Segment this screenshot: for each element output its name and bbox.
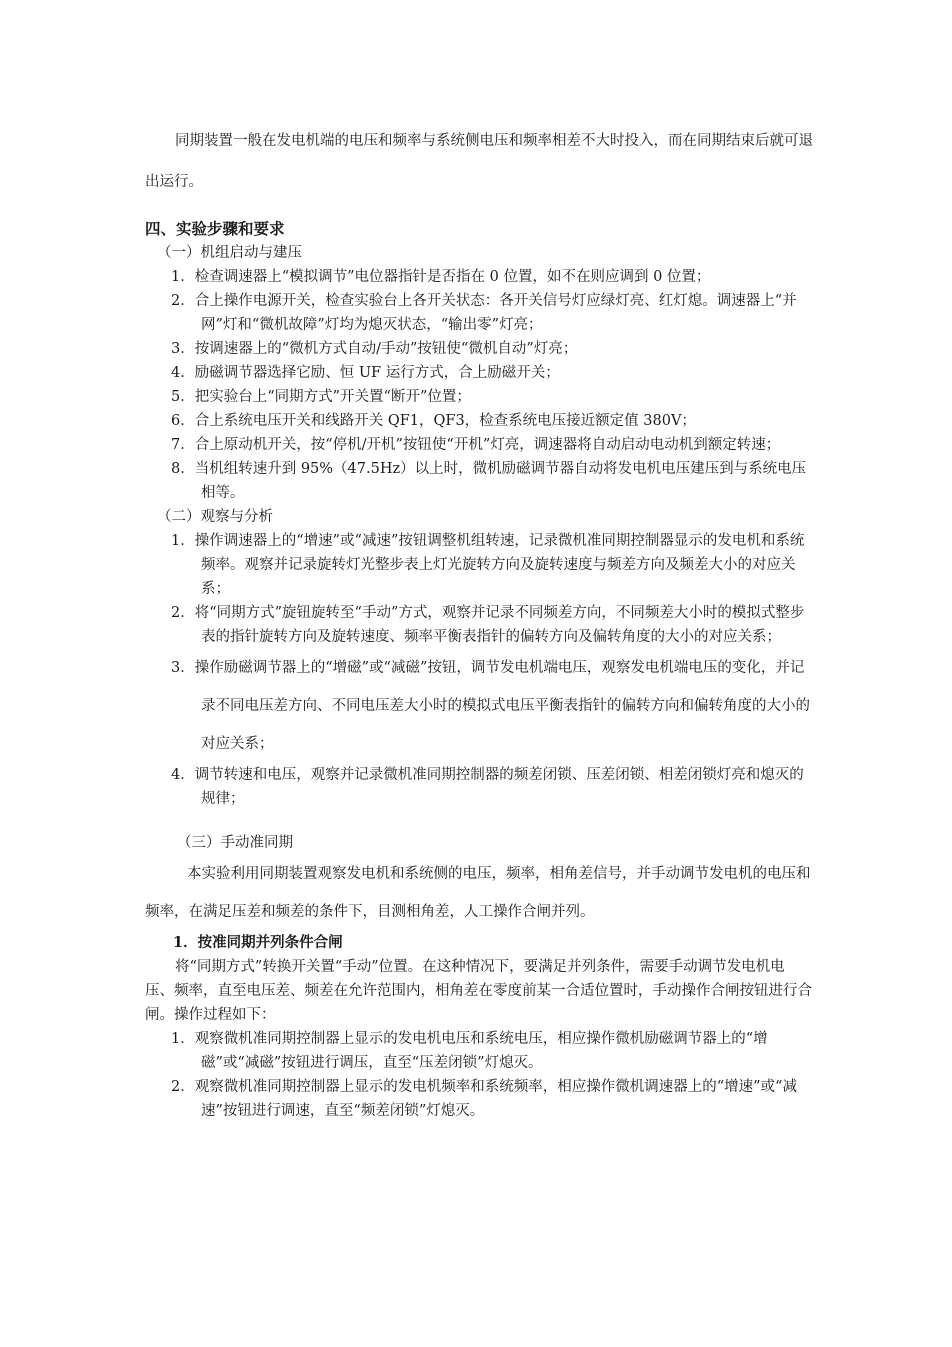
section-heading: 四、实验步骤和要求 [145, 219, 285, 238]
list-item: 3．操作励磁调节器上的“增磁”或“减磁”按钮，调节发电机端电压，观察发电机端电压的变化，并记录不同电压差方向、不同电压差大小时的模拟式电压平衡表指针的偏转方向和偏转角度的大小的对应关系； [171, 660, 810, 752]
list-item: 2．合上操作电源开关，检查实验台上各开关状态：各开关信号灯应绿灯亮、红灯熄。调速器上“并网”灯和“微机故障”灯均为熄灭状态，“输出零”灯亮； [171, 293, 797, 333]
list-item: 4．调节转速和电压，观察并记录微机准同期控制器的频差闭锁、压差闭锁、相差闭锁灯亮和熄灭的规律； [171, 767, 804, 807]
list-item: 5．把实验台上“同期方式”开关置“断开”位置； [171, 389, 471, 405]
part2-list [145, 529, 813, 811]
list-item: 4．励磁调节器选择它励、恒 UF 运行方式，合上励磁开关； [171, 365, 560, 381]
part3-title: （三）手动准同期 [177, 835, 293, 851]
document-body [145, 121, 813, 1123]
part3-section-title: 1．按准同期并列条件合闸 [173, 934, 343, 951]
list-item: 1．检查调速器上“模拟调节”电位器指针是否指在 0 位置，如不在则应调到 0 位置； [171, 269, 711, 285]
list-item: 1．操作调速器上的“增速”或“减速”按钮调整机组转速，记录微机准同期控制器显示的发电机和系统频率。观察并记录旋转灯光整步表上灯光旋转方向及旋转速度与频差方向及频差大小的对应关系； [171, 533, 805, 597]
part3-list [145, 1027, 813, 1123]
part1-title: （一）机组启动与建压 [157, 245, 302, 261]
part3-intro: 本实验利用同期装置观察发电机和系统侧的电压，频率，相角差信号，并手动调节发电机的电压和频率，在满足压差和频差的条件下，目测相角差，人工操作合闸并列。 [145, 866, 811, 920]
part1-list [145, 265, 813, 505]
part3-paragraph: 将“同期方式”转换开关置“手动”位置。在这种情况下，要满足并列条件，需要手动调节发电机电压、频率，直至电压差、频差在允许范围内，相角差在零度前某一合适位置时，手动操作合闸按钮进行合闸。操作过程如下： [145, 959, 812, 1023]
list-item: 8．当机组转速升到 95%（47.5Hz）以上时，微机励磁调节器自动将发电机电压建压到与系统电压相等。 [171, 461, 807, 501]
list-item: 1．观察微机准同期控制器上显示的发电机电压和系统电压，相应操作微机励磁调节器上的“增磁”或“减磁”按钮进行调压，直至“压差闭锁”灯熄灭。 [171, 1031, 768, 1071]
list-item: 2．观察微机准同期控制器上显示的发电机频率和系统频率，相应操作微机调速器上的“增速”或“减速”按钮进行调速，直至“频差闭锁”灯熄灭。 [171, 1079, 797, 1119]
intro-paragraph: 同期装置一般在发电机端的电压和频率与系统侧电压和频率相差不大时投入，而在同期结束后就可退出运行。 [145, 133, 813, 190]
part2-title: （二）观察与分析 [157, 509, 273, 525]
list-item: 7．合上原动机开关，按“停机/开机”按钮使“开机”灯亮，调速器将自动启动电动机到额定转速； [171, 437, 781, 453]
list-item: 2．将“同期方式”旋钮旋转至“手动”方式，观察并记录不同频差方向，不同频差大小时的模拟式整步表的指针旋转方向及旋转速度、频率平衡表指针的偏转方向及偏转角度的大小的对应关系； [171, 605, 805, 645]
list-item: 3．按调速器上的“微机方式自动/手动”按钮使“微机自动”灯亮； [171, 341, 578, 357]
list-item: 6．合上系统电压开关和线路开关 QF1，QF3，检查系统电压接近额定值 380V； [171, 413, 696, 429]
